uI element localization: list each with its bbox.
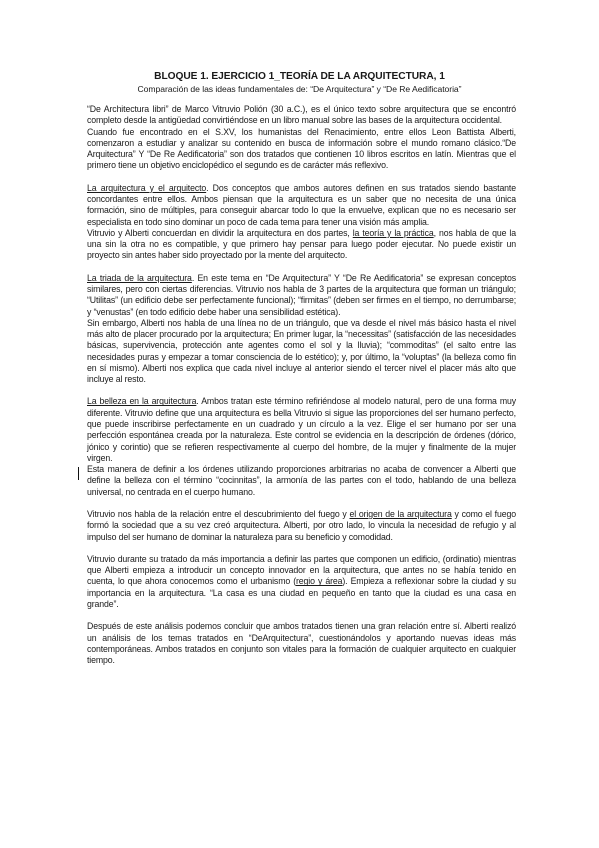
paragraph-arquitectura-arquitecto: La arquitectura y el arquitecto. Dos conceptos que ambos autores definen en sus tratados siendo bastante concordantes entre ellos. Ambos piensan que la arquitectura es un saber que no necesita de una única formación, sino de múltiples, para conseguir abarcar todo lo que la envuelve, explican que no es necesario ser especialista en todo sino dominar un poco de cada tema para tener una visión más amplia. xyxy=(87,182,516,227)
section-heading-triada: La triada de la arquitectura xyxy=(87,272,192,283)
document-title: BLOQUE 1. EJERCICIO 1_TEORÍA DE LA ARQUITECTURA, 1 xyxy=(154,71,445,82)
paragraph-conclusion: Después de este análisis podemos concluir que ambos tratados tienen una gran relación entre sí. Alberti realizó un análisis de los temas tratados en “DeArquitectura”, cuestionándolos y aportando nuevas ideas más contemporáneas. Ambos tratados en conjunto son vitales para la formación de cualquier arquitecto en cualquier tiempo. xyxy=(87,621,516,666)
paragraph-urbanismo: Vitruvio durante su tratado da más importancia a definir las partes que componen un edificio, (ordinatio) mientras que Alberti empieza a introducir un concepto innovador en la arquitectura, que antes no se había tenido en cuenta, lo que ahora conocemos como el urbanismo (regio y área). Empieza a reflexionar sobre la ciudad y su importancia en la arquitectura. “La casa es una ciudad en pequeño en tanto que la ciudad es una casa en grande”. xyxy=(87,553,516,609)
section-heading-belleza: La belleza en la arquitectura xyxy=(87,396,197,407)
underlined-regio-area: regio y área xyxy=(296,576,343,587)
document-subtitle: Comparación de las ideas fundamentales de: “De Arquitectura” y “De Re Aedificatoria” xyxy=(137,84,462,94)
paragraph-fuego: Vitruvio nos habla de la relación entre el descubrimiento del fuego y el origen de la arquitectura y como el fuego formó la sociedad que a su vez creó arquitectura. Alberti, por otro lado, lo vincula la necesidad de refugio y al impulso del ser humano de dominar la naturaleza para su beneficio y comodidad. xyxy=(87,509,516,542)
paragraph-teoria-practica: Vitruvio y Alberti concuerdan en dividir la arquitectura en dos partes, la teoría y la práctica, nos habla de que la una sin la otra no es compatible, y que primero hay pensar para luego poder ejecutar. No puede existir un proyecto sin antes haber sido proyectado por la mente del arquitecto. xyxy=(87,227,516,261)
paragraph-intro: “De Architectura libri” de Marco Vitruvio Polión (30 a.C.), es el único texto sobre arquitectura que se encontró completo desde la antigüedad convirtiéndose en un libro manual sobre las bases de la arquitectura occidental. xyxy=(87,104,516,126)
paragraph-triada: La triada de la arquitectura. En este tema en “De Arquitectura” Y “De Re Aedificatoria” se expresan conceptos similares, pero con ciertas diferencias. Vitruvio nos habla de 3 partes de la arquitectura que forman un triángulo; “Utilitas” (un edificio debe ser perfectamente funcional); “firmitas” (deben ser firmes en el tiempo, no derrumbarse; y “venustas” (en todo edificio debe haber una sensibilidad estética). xyxy=(87,272,516,317)
underlined-origen-arquitectura: el origen de la arquitectura xyxy=(349,509,452,519)
text-cursor xyxy=(78,467,79,480)
document-body xyxy=(87,104,516,666)
paragraph-belleza: La belleza en la arquitectura. Ambos tratan este término refiriéndose al modelo natural, pero de una forma muy diferente. Vitruvio define que una arquitectura es bella Vitruvio si sigue las proporciones del ser humano perfecto, que puede inscribirse perfectamente en un cuadrado y un círculo a la vez. Elige el ser humano por ser una perfección espontánea creada por la naturaleza. Este control se evidencia en la descripción de órdenes (dórico, jónico y corintio) que se refieren respectivamente al cuerpo del hombre, de la mujer y finalmente de la mujer virgen. xyxy=(87,396,516,463)
underlined-teoria-practica: la teoría y la práctica xyxy=(352,227,434,238)
paragraph-cocinnitas: Esta manera de definir a los órdenes utilizando proporciones arbitrarias no acaba de convencer a Alberti que define la belleza con el término “cocinnitas”, la armonía de las partes con el todo, hablando de una belleza universal, no centrada en el cuerpo humano. xyxy=(87,464,516,497)
section-heading-arquitectura-arquitecto: La arquitectura y el arquitecto xyxy=(87,182,207,193)
paragraph-alberti-linea: Sin embargo, Alberti nos habla de una línea no de un triángulo, que va desde el nivel más básico hasta el nivel más alto de placer procurado por la arquitectura; En primer lugar, la “necessitas” (satisfacción de las necesidades básicas, supervivencia, protección ante agentes como el sol y la lluvia); “commoditas” (el salto entre las necesidades puras y empezar a tomar consciencia de lo estético); y, por último, la “voluptas” (la belleza como fin en sí mismo). Alberti nos explica que cada nivel incluye al anterior siendo el tercer nivel el placer más alto que incluye al resto. xyxy=(87,317,516,385)
paragraph-renacimiento: Cuando fue encontrado en el S.XV, los humanistas del Renacimiento, entre ellos Leon Battista Alberti, comenzaron a estudiar y analizar su contenido en busca de información sobre el mundo romano clásico.“De Arquitectura” Y “De Re Aedificatoria” son dos tratados que contienen 10 libros escritos en latín. Mientras que el primero tiene un objetivo enciclopédico el segundo es de carácter más reflexivo. xyxy=(87,126,516,171)
